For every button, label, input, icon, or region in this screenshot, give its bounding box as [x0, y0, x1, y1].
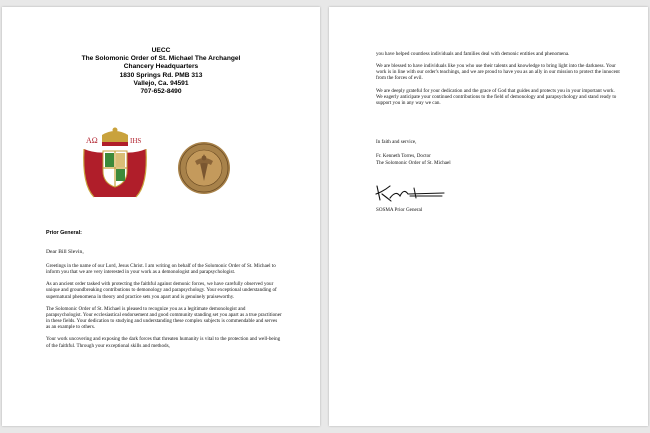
- signer-org: The Solomonic Order of St. Michael: [376, 160, 451, 166]
- handwritten-signature: [374, 182, 446, 204]
- signer-name: Fr. Kenneth Torres, Doctor: [376, 153, 431, 159]
- coat-letters-right: IHS: [130, 137, 142, 145]
- document-page-2: [329, 7, 648, 426]
- paragraph-1: Greetings in the name of our Lord, Jesus Christ. I am writing on behalf of the Solomonic Order of St. Michael to inform you that we are very interested in your work as a demonologist and parapsychologist.: [46, 263, 276, 276]
- letterhead-office: Chancery Headquarters: [123, 63, 199, 71]
- paragraph-6: We are blessed to have individuals like you who use their talents and knowledge to bring light into the darkness. Your work is in line with our order's teachings, and we are proud to have you as an ally in our mission to protect the innocent from the forces of evil.: [376, 63, 620, 82]
- paragraph-3: The Solomonic Order of St. Michael is pleased to recognize you as a legitimate demonologist and parapsychologist. Your ecclesiastical endorsement and good community standing set you apart as a true practitioner in these fields. Your dedication to studying and understanding these complex subjects is commendable and serves as an example to others.: [46, 305, 282, 331]
- coat-letters-left: ΑΩ: [86, 136, 98, 145]
- letter-body-page-2: [376, 51, 621, 112]
- coat-of-arms-emblem: [80, 125, 150, 201]
- paragraph-7: We are deeply grateful for your dedication and the grace of God that guides and protects you in your important work. We eagerly anticipate your continued contributions to the field of demonology and parapsychology and stand ready to support you in any way we can.: [376, 87, 617, 106]
- paragraph-5: you have helped countless individuals and families deal with demonic entities and phenomena.: [376, 51, 570, 57]
- letter-body-page-1: [46, 263, 282, 355]
- letterhead-phone: 707-652-8490: [140, 88, 182, 96]
- paragraph-2: As an ancient order tasked with protecting the faithful against demonic forces, we have carefully observed your unique and groundbreaking contributions to demonology and parapsychology. Your exceptional understanding of supernatural phenomena in theory and practice sets you apart and is genuinely praiseworthy.: [46, 281, 277, 300]
- paragraph-4: Your work uncovering and exposing the dark forces that threaten humanity is vital to the protection and well-being of the faithful. Through your exceptional skills and methods,: [46, 336, 281, 349]
- document-page-1: [2, 7, 320, 426]
- signer-title: SOSMA Prior General: [376, 207, 423, 213]
- salutation: Dear Bill Slevin,: [46, 249, 84, 255]
- letterhead-city: Vallejo, Ca. 94591: [133, 79, 189, 87]
- seal-emblem: [177, 141, 231, 195]
- letterhead-street: 1830 Springs Rd. PMB 313: [119, 71, 203, 79]
- letterhead-org-abbrev: UECC: [151, 47, 171, 54]
- letterhead: [2, 47, 320, 96]
- letterhead-org-name: The Solomonic Order of St. Michael The Archangel: [81, 55, 241, 63]
- closing-line: In faith and service,: [376, 139, 417, 145]
- prior-general-label: Prior General:: [46, 230, 82, 236]
